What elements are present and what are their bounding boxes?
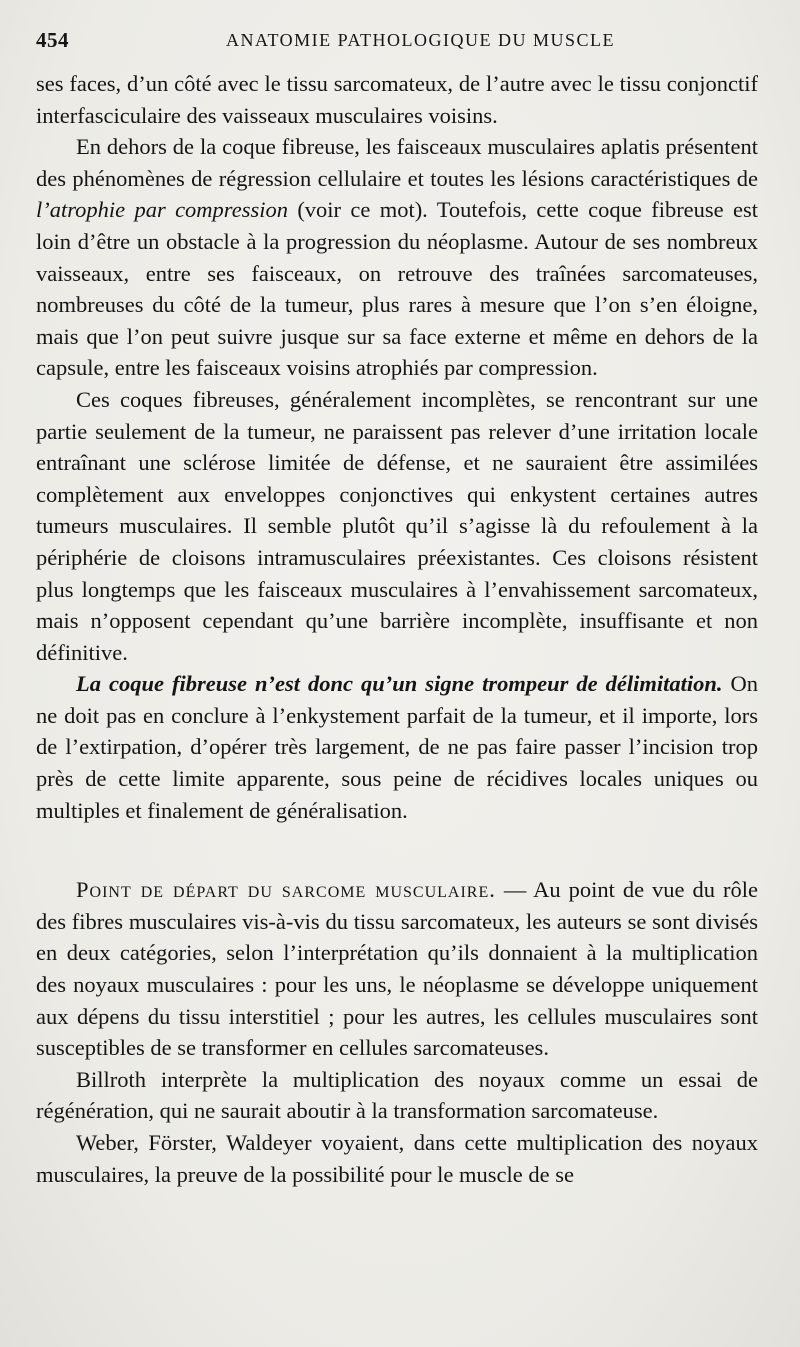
paragraph-2-text-a: En dehors de la coque fibreuse, les faisceaux musculaires aplatis présentent des phénomènes de régression cellulaire et toutes les lésions caractéristiques de xyxy=(36,134,758,191)
page-header xyxy=(36,28,756,58)
section-heading: Point de départ du sarcome musculaire. xyxy=(76,877,496,903)
running-title: ANATOMIE PATHOLOGIQUE DU MUSCLE xyxy=(226,30,616,50)
paragraph-6: Billroth interprète la multiplication des noyaux comme un essai de régénération, qui ne saurait aboutir à la transformation sarcomateuse. xyxy=(36,1066,758,1124)
paragraph-2 xyxy=(36,131,758,384)
paragraph-4 xyxy=(36,668,758,826)
paragraph-2-text-b: (voir ce mot). Toutefois, cette coque fibreuse est loin d’être un obstacle à la progression du néoplasme. Autour de ses nombreux vaisseaux, entre ses faisceaux, on retrouve des traînées sarcomateuses, nombreuses du côté de la tumeur, plus rares à mesure que l’on s’en éloigne, mais que l’on peut suivre jusque sur sa face externe et même en dehors de la capsule, entre les faisceaux voisins atrophiés par compression. xyxy=(36,197,758,381)
body-text xyxy=(36,68,758,1190)
paragraph-7: Weber, Förster, Waldeyer voyaient, dans cette multiplication des noyaux musculaires, la preuve de la possibilité pour le muscle de se xyxy=(36,1130,758,1187)
paragraph-4-emphasis: La coque fibreuse n’est donc qu’un signe trompeur de délimitation. xyxy=(76,671,723,697)
paragraph-1: ses faces, d’un côté avec le tissu sarcomateux, de l’autre avec le tissu conjonctif interfasciculaire des vaisseaux musculaires voisins. xyxy=(36,71,758,128)
paragraph-4-text: On ne doit pas en conclure à l’enkystement parfait de la tumeur, et il importe, lors de l’extirpation, d’opérer très largement, de ne pas faire passer l’incision trop près de cette limite apparente, sous peine de récidives locales uniques ou multiples et finalement de généralisation. xyxy=(36,671,758,823)
paragraph-5 xyxy=(36,874,758,1064)
page-number: 454 xyxy=(36,28,69,52)
paragraph-2-emphasis: l’atrophie par compression xyxy=(36,197,288,223)
section-gap xyxy=(36,826,758,874)
paragraph-3: Ces coques fibreuses, généralement incomplètes, se rencontrant sur une partie seulement de la tumeur, ne paraissent pas relever d’une irritation locale entraînant une sclérose limitée de défense, et ne sauraient être assimilées complètement aux enveloppes conjonctives qui enkystent certaines autres tumeurs musculaires. Il semble plutôt qu’il s’agisse là du refoulement à la périphérie de cloisons intramusculaires préexistantes. Ces cloisons résistent plus longtemps que les faisceaux musculaires à l’envahissement sarcomateux, mais n’opposent cependant qu’une barrière incomplète, insuffisante et non définitive. xyxy=(36,386,758,665)
paragraph-5-text: — Au point de vue du rôle des fibres musculaires vis-à-vis du tissu sarcomateux, les auteurs se sont divisés en deux catégories, selon l’interprétation qu’ils donnaient à la multiplication des noyaux musculaires : pour les uns, le néoplasme se développe uniquement aux dépens du tissu interstitiel ; pour les autres, les cellules musculaires sont susceptibles de se transformer en cellules sarcomateuses. xyxy=(36,877,758,1061)
